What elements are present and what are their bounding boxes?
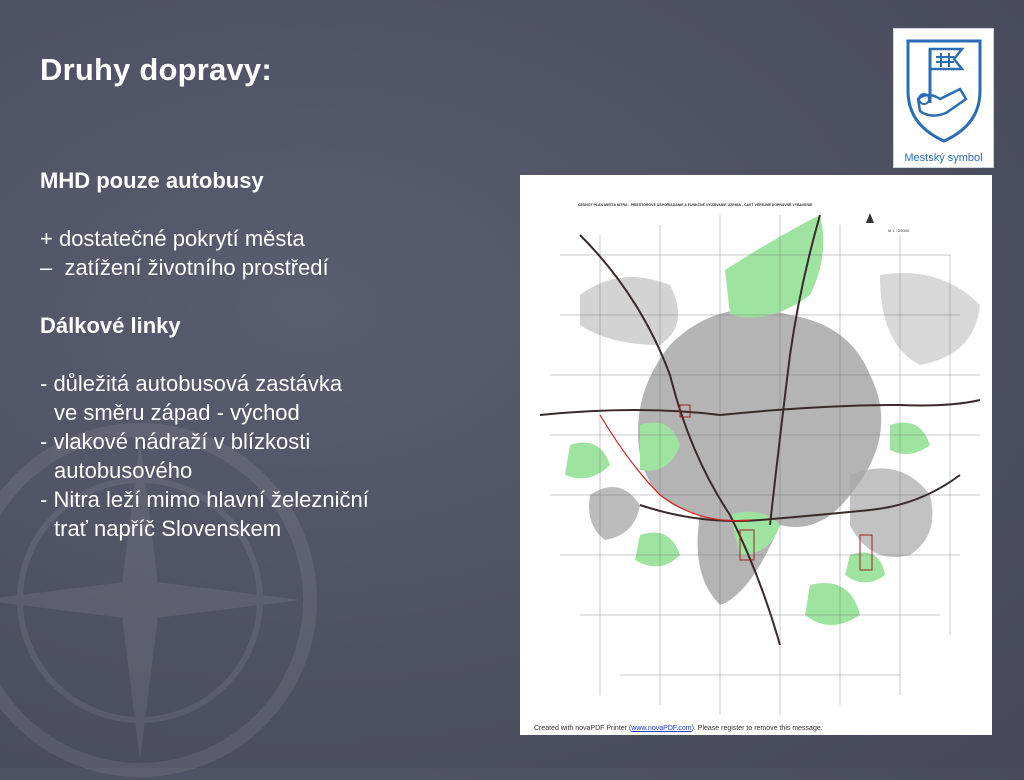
novapdf-link[interactable]: www.novaPDF.com: [631, 725, 692, 732]
body-line: autobusového: [54, 458, 193, 483]
body-line: + dostatečné pokrytí města: [40, 226, 305, 251]
body-line: - vlakové nádraží v blízkosti: [40, 429, 311, 454]
body-line: Dálkové linky: [40, 313, 181, 338]
coat-of-arms-icon: [894, 29, 995, 149]
emblem-label: Mestský symbol: [904, 152, 983, 164]
body-line: – zatížení životního prostředí: [40, 255, 329, 280]
map-drawing: [520, 175, 992, 735]
map-footer-prefix: Created with novaPDF Printer (: [534, 725, 632, 732]
city-transport-map: [520, 175, 992, 735]
north-arrow-icon: [866, 213, 874, 223]
map-scale: M 1 : 25000: [888, 228, 910, 233]
city-emblem: [893, 28, 994, 168]
slide-body: [40, 166, 510, 543]
map-footer: [534, 725, 823, 732]
map-header: CESNOT PLÁN MESTA NITRA - PRIESTOROVÉ USPORIADANIE A FUNKČNÉ VYUŽÍVANIE ÚZEMIA - ČASŤ VEREJNÉ DOPRAVNÉ VYBAVENIE: [578, 203, 813, 207]
slide-title: Druhy dopravy:: [40, 52, 272, 87]
body-line: ve směru západ - východ: [54, 400, 300, 425]
body-line: - Nitra leží mimo hlavní železniční: [40, 487, 369, 512]
map-footer-suffix: ). Please register to remove this message.: [691, 725, 823, 732]
body-line: MHD pouze autobusy: [40, 168, 264, 193]
spacer-line: [40, 282, 510, 311]
body-line: - důležitá autobusová zastávka: [40, 371, 343, 396]
body-line: trať napříč Slovenskem: [54, 516, 282, 541]
spacer-line: [40, 340, 510, 369]
spacer-line: [40, 195, 510, 224]
